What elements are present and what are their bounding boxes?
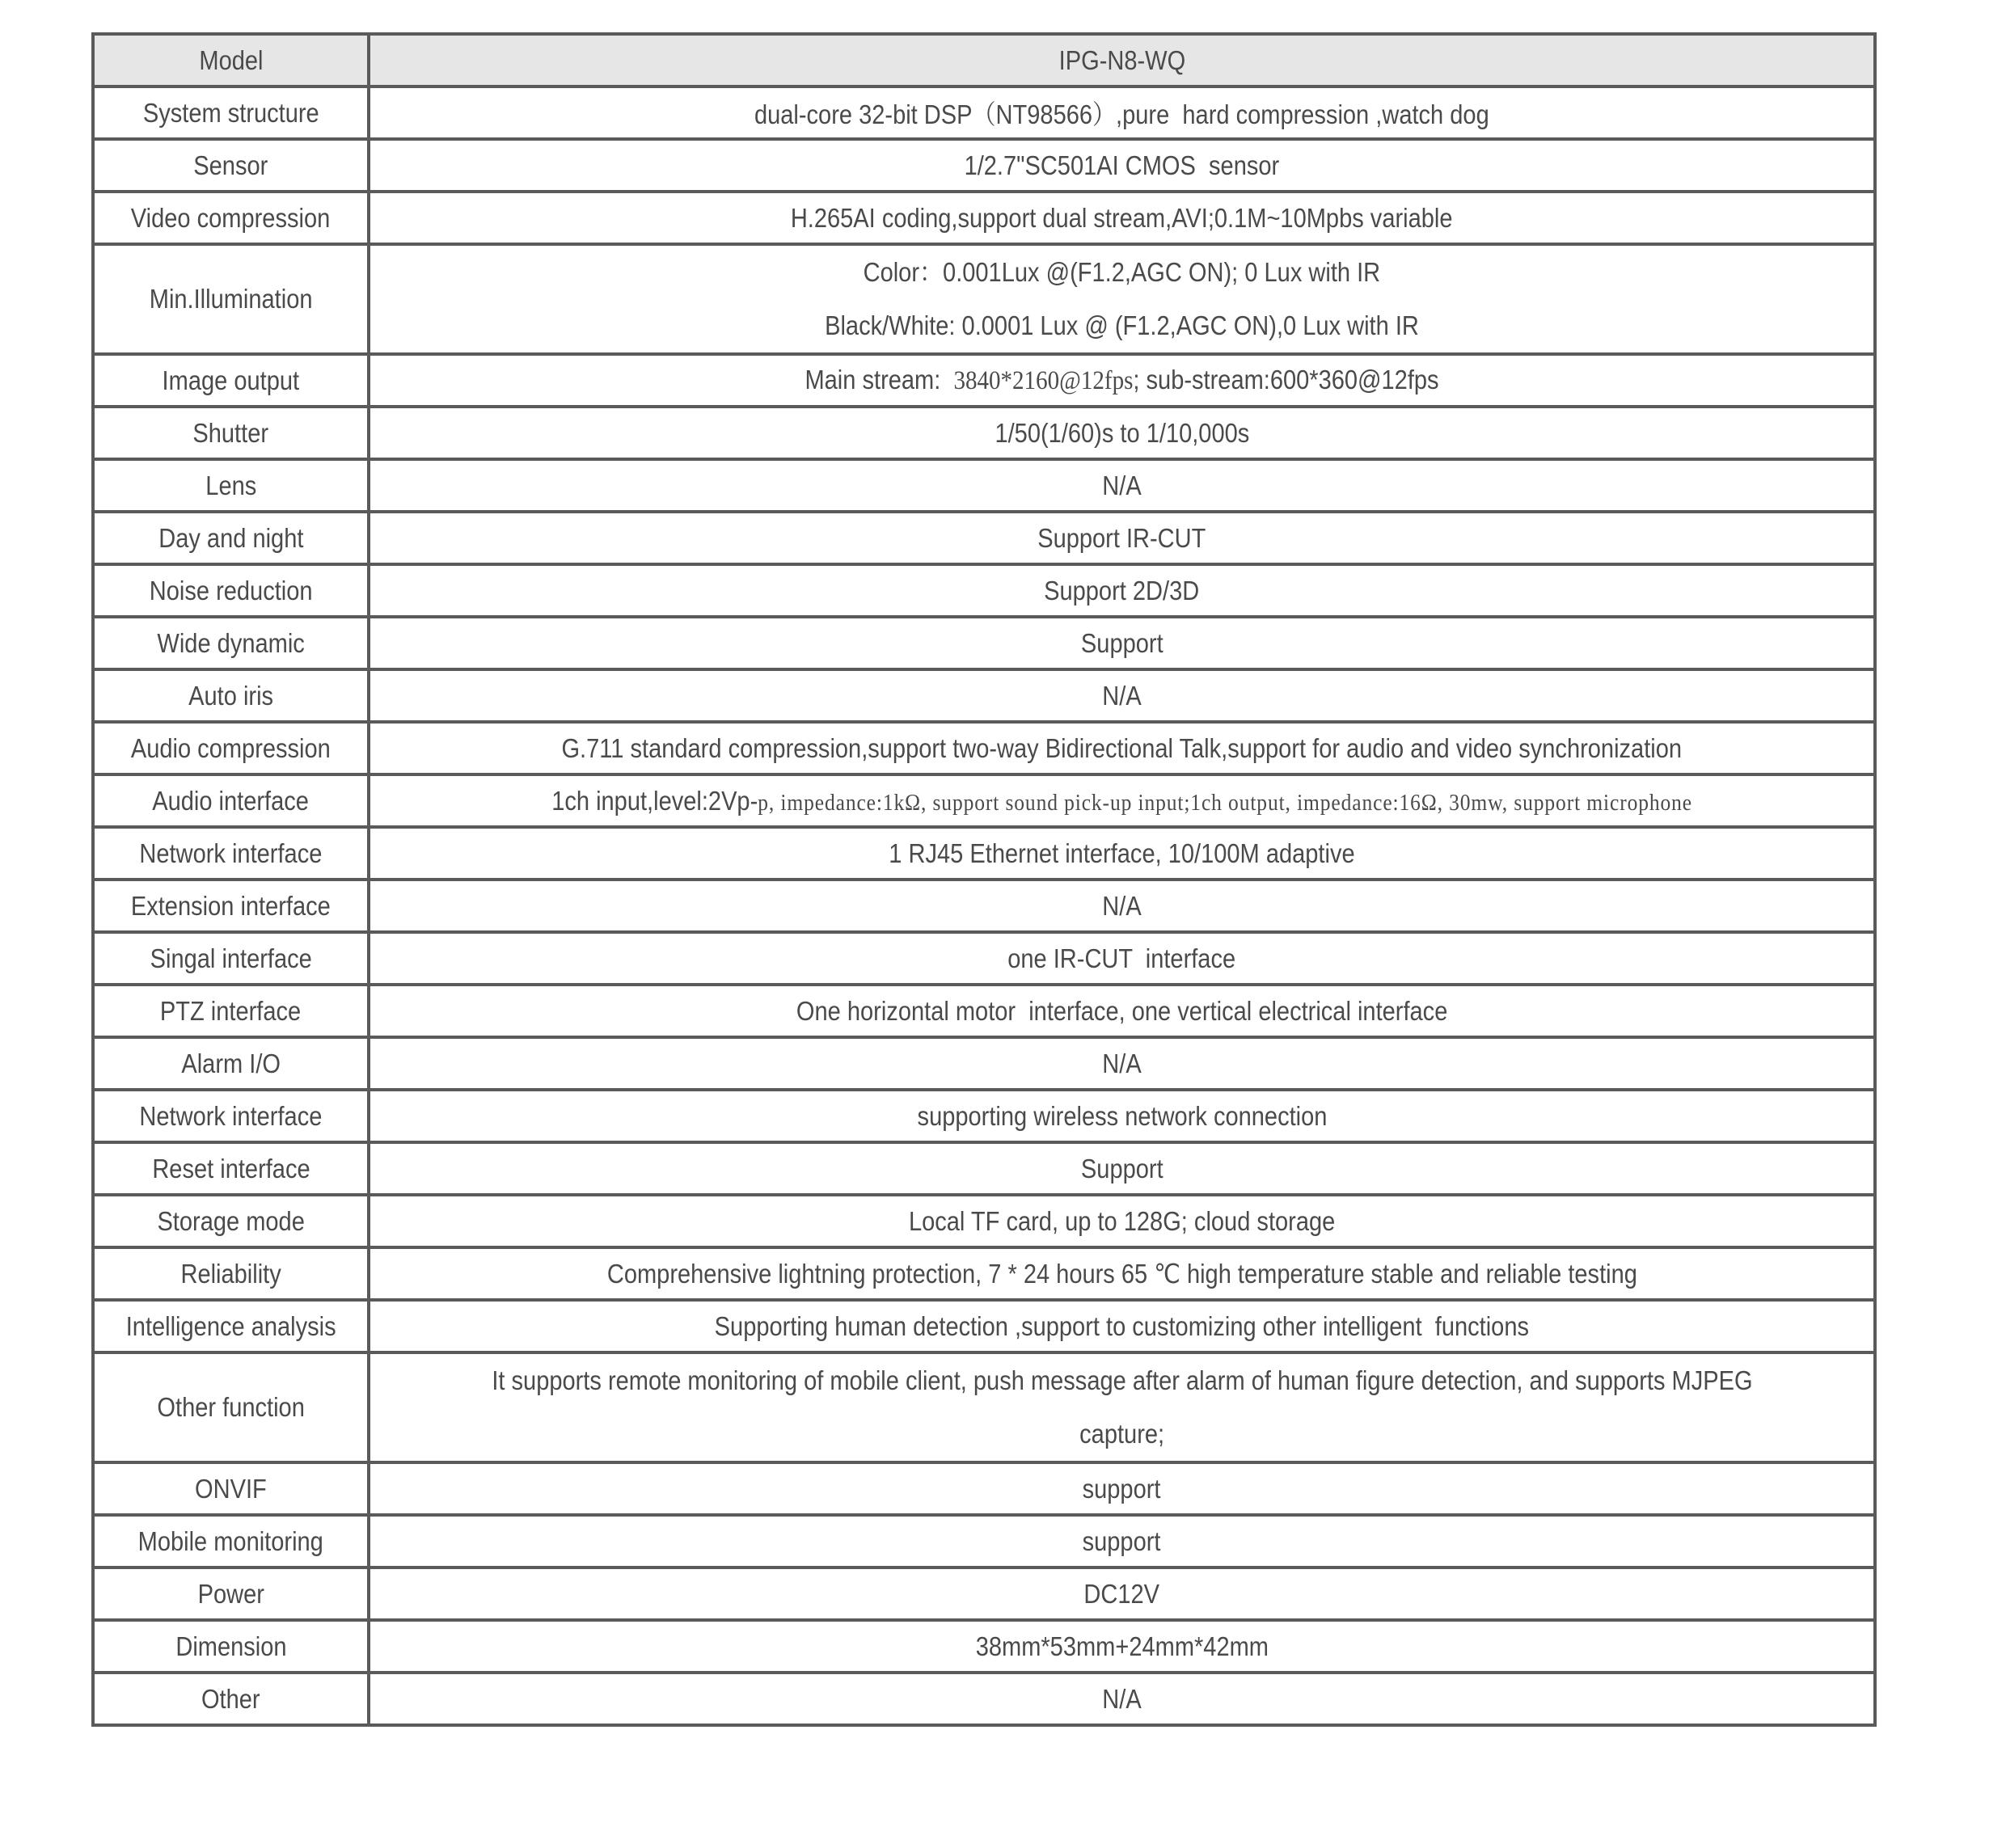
spec-value: 1/2.7"SC501AI CMOS sensor bbox=[964, 150, 1280, 180]
spec-label-cell bbox=[93, 1195, 369, 1247]
spec-value-part: p, impedance:1kΩ, support sound pick-up input;1ch output, impedance:16Ω, 30mw, support microphone bbox=[758, 789, 1692, 816]
spec-value: N/A bbox=[1102, 890, 1142, 921]
spec-row bbox=[93, 1352, 1875, 1462]
spec-label: Singal interface bbox=[150, 943, 312, 973]
spec-value-cell bbox=[369, 669, 1875, 722]
spec-row bbox=[93, 1462, 1875, 1515]
spec-label: Power bbox=[197, 1578, 264, 1609]
spec-value-cell bbox=[369, 407, 1875, 459]
spec-label-cell bbox=[93, 1567, 369, 1620]
spec-value-cell bbox=[369, 932, 1875, 985]
spec-row bbox=[93, 1195, 1875, 1247]
spec-value: Support 2D/3D bbox=[1044, 575, 1200, 605]
spec-row bbox=[93, 354, 1875, 407]
spec-value-cell bbox=[369, 354, 1875, 407]
spec-value-line: It supports remote monitoring of mobile client, push message after alarm of human figure detection, and supports MJPEG bbox=[491, 1365, 1753, 1395]
spec-value-cell bbox=[369, 512, 1875, 564]
spec-value: N/A bbox=[1102, 680, 1142, 711]
spec-label-cell bbox=[93, 1515, 369, 1567]
spec-value: support bbox=[1083, 1525, 1161, 1556]
spec-label-cell bbox=[93, 985, 369, 1037]
header-label: Model bbox=[198, 44, 264, 75]
spec-value-cell bbox=[369, 1300, 1875, 1352]
spec-value-cell bbox=[369, 1090, 1875, 1142]
spec-value: One horizontal motor interface, one vertical electrical interface bbox=[796, 995, 1448, 1026]
spec-value-cell bbox=[369, 617, 1875, 669]
spec-row bbox=[93, 669, 1875, 722]
spec-label-cell bbox=[93, 932, 369, 985]
spec-label: Storage mode bbox=[157, 1205, 305, 1236]
spec-value: 1 RJ45 Ethernet interface, 10/100M adaptive bbox=[889, 838, 1355, 868]
spec-label-cell bbox=[93, 1462, 369, 1515]
spec-value-line: capture; bbox=[1079, 1419, 1164, 1449]
spec-value: Local TF card, up to 128G; cloud storage bbox=[908, 1205, 1336, 1236]
spec-label: Extension interface bbox=[130, 890, 331, 921]
spec-value: N/A bbox=[1102, 1048, 1142, 1078]
spec-row bbox=[93, 1567, 1875, 1620]
spec-label: Dimension bbox=[175, 1631, 287, 1661]
spec-value-cell bbox=[369, 564, 1875, 617]
spec-value: N/A bbox=[1102, 1683, 1142, 1714]
spec-label-cell bbox=[93, 774, 369, 827]
spec-value-cell bbox=[369, 880, 1875, 932]
spec-row bbox=[93, 192, 1875, 244]
spec-label-cell bbox=[93, 244, 369, 354]
spec-label: Noise reduction bbox=[149, 575, 313, 605]
spec-label-cell bbox=[93, 192, 369, 244]
spec-label-cell bbox=[93, 512, 369, 564]
spec-label-cell bbox=[93, 564, 369, 617]
spec-label: Lens bbox=[205, 470, 256, 500]
spec-value-cell bbox=[369, 774, 1875, 827]
spec-label-cell bbox=[93, 880, 369, 932]
spec-label-cell bbox=[93, 1037, 369, 1090]
spec-label: Auto iris bbox=[188, 680, 273, 711]
spec-label: Image output bbox=[162, 365, 300, 395]
spec-value: Support bbox=[1080, 627, 1163, 658]
spec-label: Day and night bbox=[158, 522, 304, 553]
spec-value: Comprehensive lightning protection, 7 * 24 hours 65 ℃ high temperature stable and reliable testing bbox=[606, 1259, 1637, 1289]
spec-label-cell bbox=[93, 722, 369, 774]
spec-value-line: Color：0.001Lux @(F1.2,AGC ON); 0 Lux with IR bbox=[863, 257, 1381, 287]
spec-value-part: Main stream: bbox=[805, 365, 954, 394]
header-value-cell bbox=[369, 34, 1875, 86]
spec-label-cell bbox=[93, 1090, 369, 1142]
spec-label: Network interface bbox=[139, 1100, 323, 1131]
spec-label: Other function bbox=[157, 1392, 305, 1422]
spec-label-cell bbox=[93, 86, 369, 139]
spec-label-cell bbox=[93, 617, 369, 669]
spec-label-cell bbox=[93, 1352, 369, 1462]
spec-value: Supporting human detection ,support to customizing other intelligent functions bbox=[714, 1310, 1530, 1341]
header-label-cell bbox=[93, 34, 369, 86]
spec-value-cell bbox=[369, 1037, 1875, 1090]
spec-label: Shutter bbox=[192, 417, 269, 448]
spec-table-body bbox=[93, 34, 1875, 1725]
spec-value: H.265AI coding,support dual stream,AVI;0.1M~10Mpbs variable bbox=[791, 202, 1453, 233]
spec-label: Sensor bbox=[193, 150, 268, 180]
spec-row bbox=[93, 407, 1875, 459]
spec-value-cell bbox=[369, 1462, 1875, 1515]
spec-label: Wide dynamic bbox=[157, 627, 305, 658]
spec-value bbox=[805, 365, 1438, 396]
spec-value-cell bbox=[369, 1620, 1875, 1673]
spec-label: Min.Illumination bbox=[149, 284, 313, 314]
spec-value-cell bbox=[369, 1673, 1875, 1725]
spec-value: G.711 standard compression,support two-way Bidirectional Talk,support for audio and video synchronization bbox=[561, 732, 1683, 763]
spec-label-cell bbox=[93, 459, 369, 512]
spec-row bbox=[93, 1142, 1875, 1195]
spec-row bbox=[93, 1515, 1875, 1567]
spec-row bbox=[93, 1300, 1875, 1352]
spec-value-line: Black/White: 0.0001 Lux @ (F1.2,AGC ON),0 Lux with IR bbox=[825, 310, 1419, 340]
spec-value-cell bbox=[369, 1567, 1875, 1620]
spec-value-cell bbox=[369, 1515, 1875, 1567]
spec-label: Alarm I/O bbox=[181, 1048, 281, 1078]
spec-value-cell bbox=[369, 139, 1875, 192]
spec-label-cell bbox=[93, 1142, 369, 1195]
spec-row bbox=[93, 139, 1875, 192]
spec-row bbox=[93, 244, 1875, 354]
spec-value-part: 3840*2160@12fps bbox=[953, 366, 1134, 395]
spec-row bbox=[93, 932, 1875, 985]
spec-label: Other bbox=[201, 1683, 260, 1714]
spec-row bbox=[93, 985, 1875, 1037]
spec-label-cell bbox=[93, 1620, 369, 1673]
spec-value: 1/50(1/60)s to 1/10,000s bbox=[995, 417, 1249, 448]
spec-label: System structure bbox=[142, 97, 319, 128]
spec-value: dual-core 32-bit DSP（NT98566）,pure hard compression ,watch dog bbox=[754, 99, 1489, 129]
spec-label-cell bbox=[93, 1673, 369, 1725]
spec-value-cell bbox=[369, 1142, 1875, 1195]
spec-row bbox=[93, 564, 1875, 617]
spec-row bbox=[93, 774, 1875, 827]
spec-value: one IR-CUT interface bbox=[1007, 943, 1236, 973]
spec-label-cell bbox=[93, 407, 369, 459]
spec-label: Network interface bbox=[139, 838, 323, 868]
spec-row bbox=[93, 827, 1875, 880]
spec-label: ONVIF bbox=[195, 1473, 267, 1504]
spec-row bbox=[93, 1247, 1875, 1300]
spec-value-cell bbox=[369, 459, 1875, 512]
spec-label: Mobile monitoring bbox=[137, 1525, 324, 1556]
spec-label: Intelligence analysis bbox=[125, 1310, 336, 1341]
spec-row bbox=[93, 1620, 1875, 1673]
spec-value-cell bbox=[369, 192, 1875, 244]
spec-row bbox=[93, 880, 1875, 932]
model-value: IPG-N8-WQ bbox=[1058, 44, 1185, 75]
spec-value: supporting wireless network connection bbox=[917, 1100, 1327, 1131]
spec-label-cell bbox=[93, 354, 369, 407]
spec-label-cell bbox=[93, 827, 369, 880]
spec-label: Reset interface bbox=[151, 1153, 310, 1183]
spec-label-cell bbox=[93, 669, 369, 722]
spec-label-cell bbox=[93, 1300, 369, 1352]
spec-value: N/A bbox=[1102, 470, 1142, 500]
spec-value bbox=[551, 786, 1692, 816]
spec-value: Support IR-CUT bbox=[1037, 522, 1206, 553]
spec-table bbox=[91, 32, 1877, 1727]
spec-label-cell bbox=[93, 139, 369, 192]
spec-value-part: ; sub-stream:600*360@12fps bbox=[1133, 365, 1439, 394]
spec-label: Audio interface bbox=[152, 785, 310, 816]
spec-value-cell bbox=[369, 1195, 1875, 1247]
header-row bbox=[93, 34, 1875, 86]
spec-value: DC12V bbox=[1083, 1578, 1160, 1609]
spec-value-cell bbox=[369, 1247, 1875, 1300]
spec-row bbox=[93, 1090, 1875, 1142]
spec-row bbox=[93, 459, 1875, 512]
spec-row bbox=[93, 1037, 1875, 1090]
spec-value: support bbox=[1083, 1473, 1161, 1504]
spec-value-cell bbox=[369, 827, 1875, 880]
spec-value: 38mm*53mm+24mm*42mm bbox=[975, 1631, 1269, 1661]
spec-label: Reliability bbox=[180, 1258, 281, 1289]
spec-label-cell bbox=[93, 1247, 369, 1300]
spec-row bbox=[93, 722, 1875, 774]
spec-value-part: 1ch input,level:2Vp- bbox=[551, 785, 758, 816]
spec-value-cell bbox=[369, 985, 1875, 1037]
spec-label: PTZ interface bbox=[160, 995, 302, 1026]
spec-label: Audio compression bbox=[131, 732, 331, 763]
spec-label: Video compression bbox=[131, 202, 331, 233]
spec-row bbox=[93, 512, 1875, 564]
spec-value-cell bbox=[369, 1352, 1875, 1462]
spec-value: Support bbox=[1080, 1153, 1163, 1183]
spec-value-cell bbox=[369, 722, 1875, 774]
spec-row bbox=[93, 86, 1875, 139]
spec-value-cell bbox=[369, 86, 1875, 139]
spec-row bbox=[93, 1673, 1875, 1725]
spec-row bbox=[93, 617, 1875, 669]
spec-value-cell bbox=[369, 244, 1875, 354]
